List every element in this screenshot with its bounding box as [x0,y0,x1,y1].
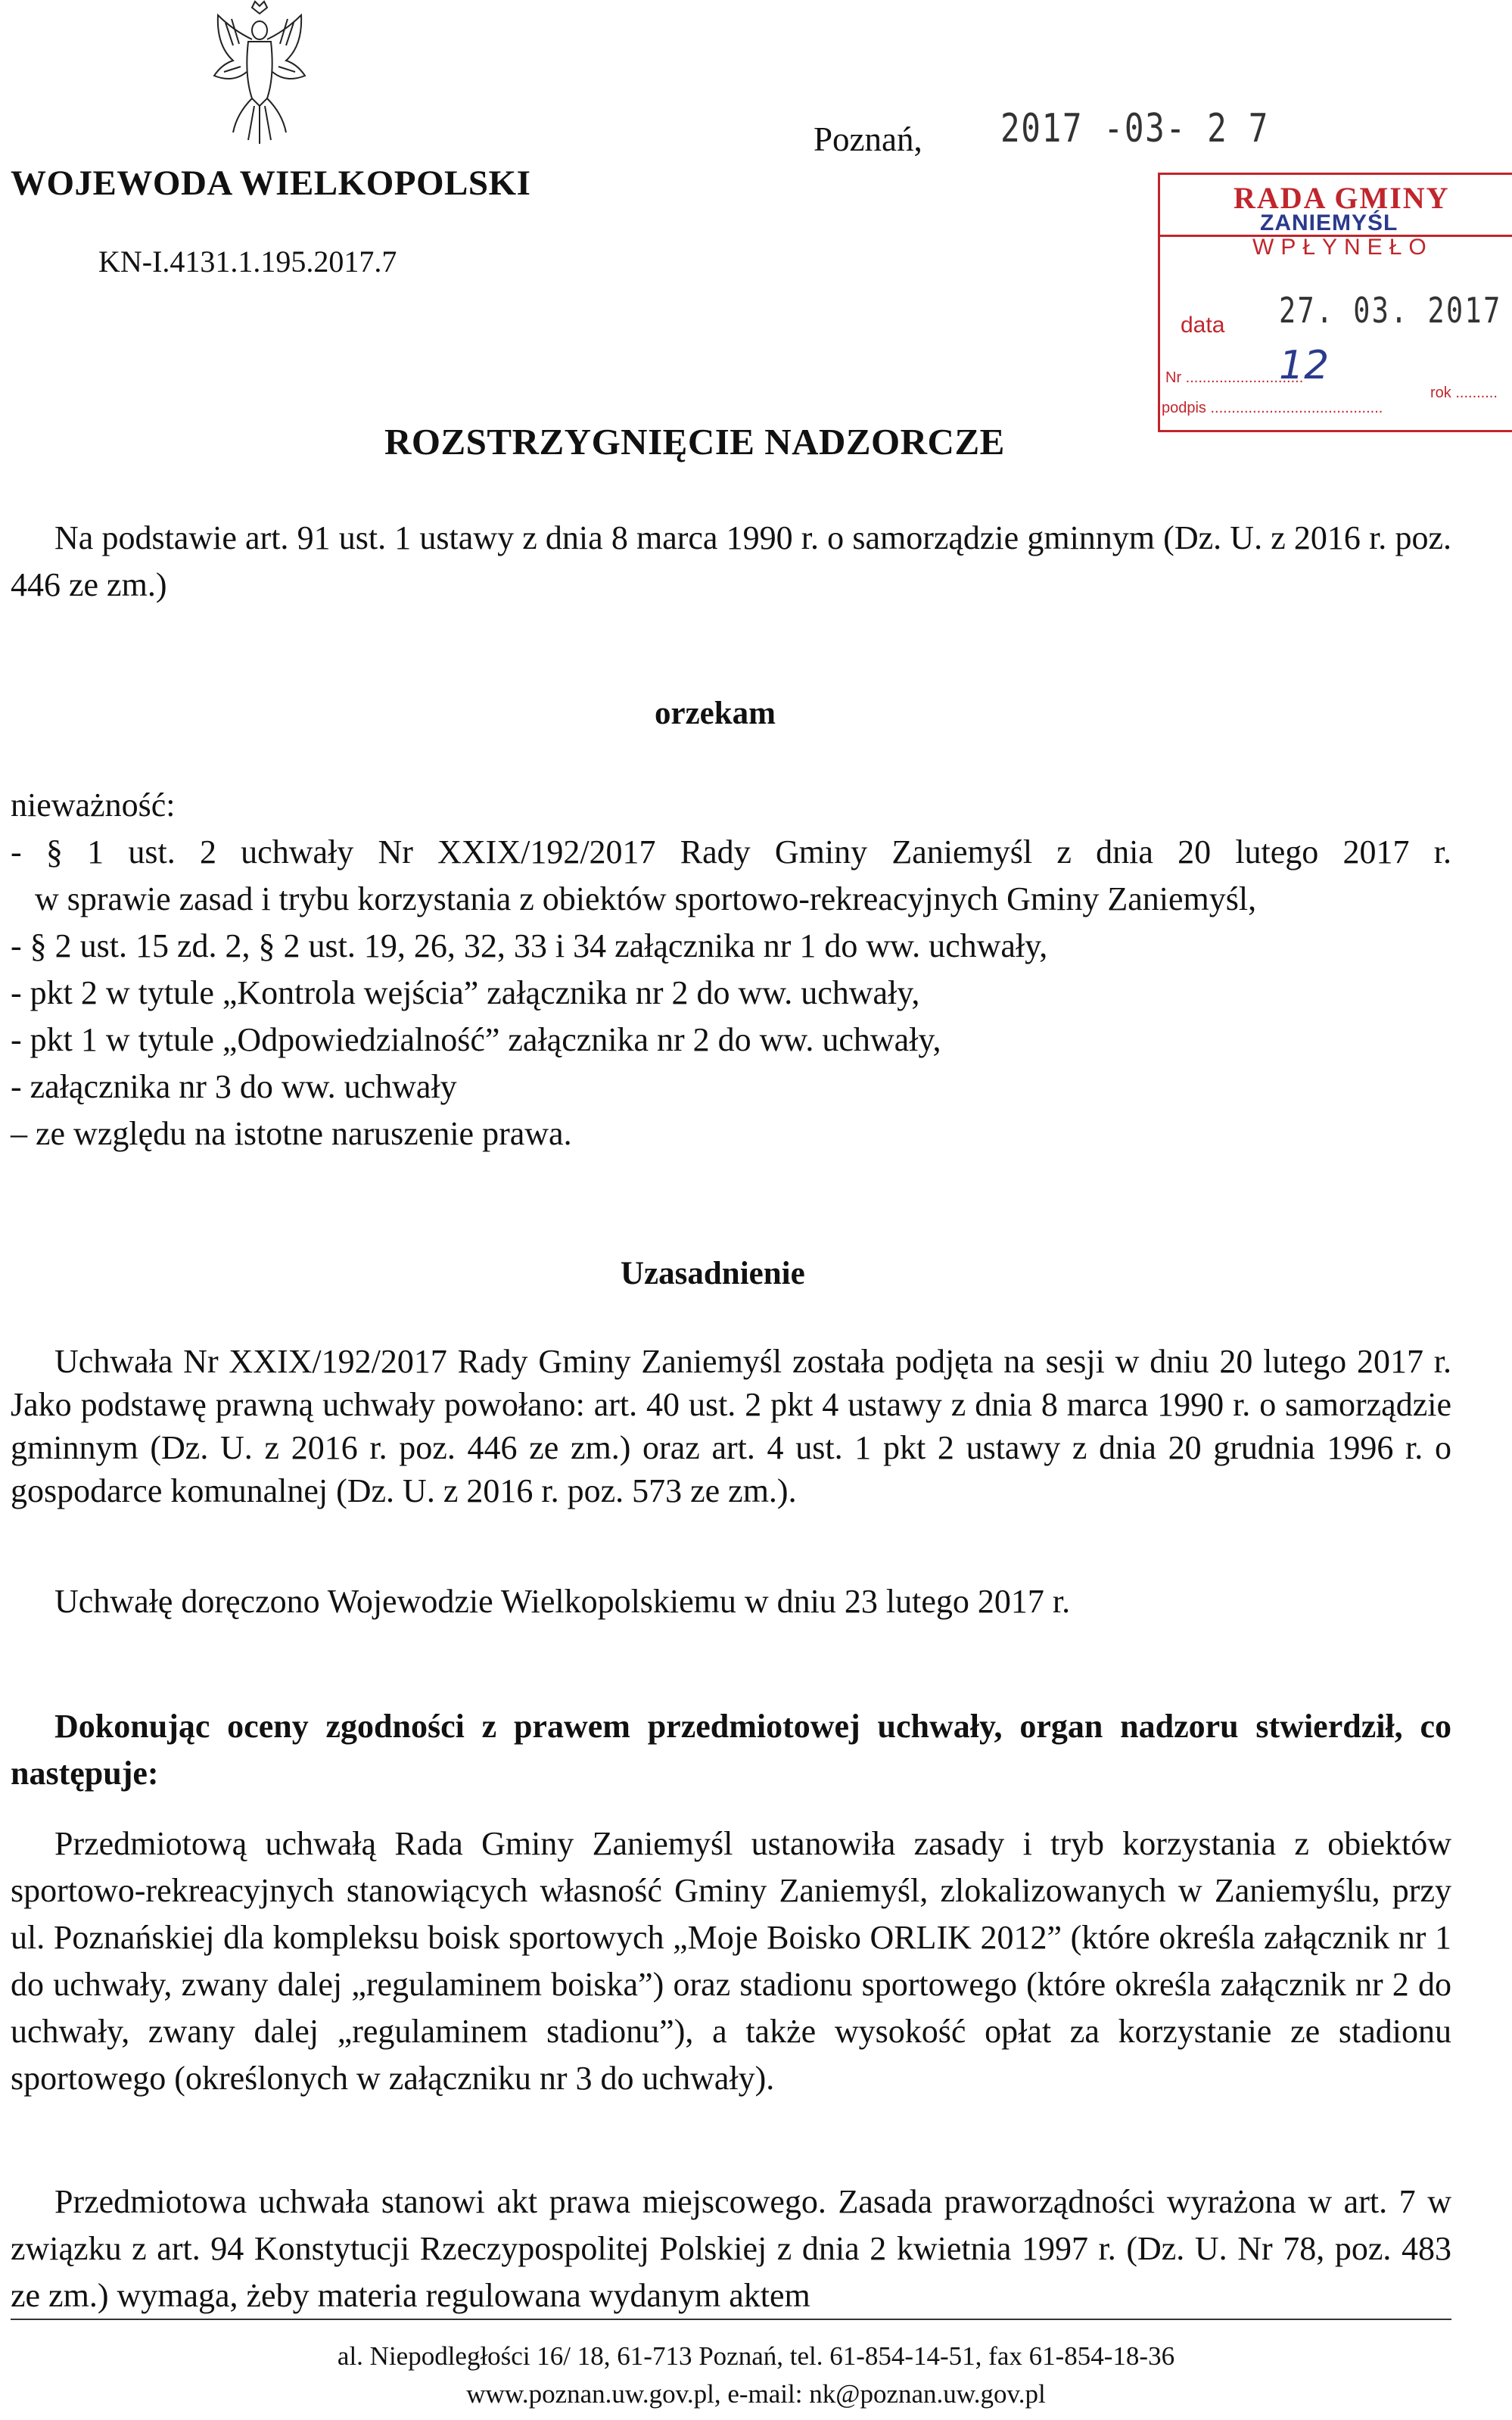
nullity-item: - załącznika nr 3 do ww. uchwały [11,1068,457,1105]
nullity-item: – ze względu na istotne naruszenie prawa. [11,1115,572,1152]
assessment-paragraph: Przedmiotową uchwałą Rada Gminy Zaniemyśl ustanowiła zasady i tryb korzystania z obiektów sportowo-rekreacyjnych stanowiących własność Gminy Zaniemyśl, zlokalizowanych w Zaniemyślu, przy ul. Poznańskiej dla kompleksu boisk sportowych „Moje Boisko ORLIK 2012” (które określa załącznik nr 1 do uchwały, zwany dalej „regulaminem boiska”) oraz stadionu sportowego (które określa załącznik nr 2 do uchwały, zwany dalej „regulaminem stadionu”), a także wysokość opłat za korzystanie ze stadionu sportowego (określonych w załączniku nr 3 do uchwały). [11,1825,1451,2097]
nullity-item: - pkt 1 w tytule „Odpowiedzialność” załącznika nr 2 do ww. uchwały, [11,1021,941,1058]
document-title: ROZSTRZYGNIĘCIE NADZORCZE [384,421,1005,463]
stamp-podpis-label: podpis ......................................... [1162,400,1383,416]
footer-divider [11,2319,1451,2320]
place-label: Poznań, [814,120,922,158]
stamp-title: RADA GMINY [1234,181,1450,215]
delivery-paragraph: Uchwałę doręczono Wojewodzie Wielkopolskiemu w dniu 23 lutego 2017 r. [54,1583,1071,1620]
stamp-date-label: data [1181,313,1225,338]
stamp-received-label: WPŁYNEŁO [1252,235,1433,260]
stamp-date-value: 27. 03. 2017 [1279,290,1502,331]
footer-web: www.poznan.uw.gov.pl, e-mail: nk@poznan.uw.gov.pl [466,2379,1046,2409]
justification-paragraph: Uchwała Nr XXIX/192/2017 Rady Gminy Zaniemyśl została podjęta na sesji w dniu 20 lutego 2017 r. Jako podstawę prawną uchwały powołano: art. 40 ust. 2 pkt 4 ustawy z dnia 8 marca 1990 r. o samorządzie gminnym (Dz. U. z 2016 r. poz. 446 ze zm.) oraz art. 4 ust. 1 pkt 2 ustawy z dnia 20 grudnia 1996 r. o gospodarce komunalnej (Dz. U. z 2016 r. poz. 573 ze zm.). [11,1343,1451,1509]
nullity-item: - pkt 2 w tytule „Kontrola wejścia” załącznika nr 2 do ww. uchwały, [11,974,920,1011]
stamp-rok-label: rok .......... [1430,385,1498,401]
nullity-item: - § 2 ust. 15 zd. 2, § 2 ust. 19, 26, 32, 33 i 34 załącznika nr 1 do ww. uchwały, [11,927,1048,964]
legal-basis-paragraph: Na podstawie art. 91 ust. 1 ustawy z dnia 8 marca 1990 r. o samorządzie gminnym (Dz. U. z 2016 r. poz. 446 ze zm.) [11,519,1451,603]
justification-heading: Uzasadnienie [621,1256,805,1291]
authority-name: WOJEWODA WIELKOPOLSKI [11,164,531,203]
footer-address: al. Niepodległości 16/ 18, 61-713 Poznań, tel. 61-854-14-51, fax 61-854-18-36 [337,2341,1175,2371]
decision-word: orzekam [655,696,776,731]
stamp-nr-value: 12 [1279,343,1330,388]
polish-eagle-emblem-icon [203,0,316,151]
nullity-item: - § 1 ust. 2 uchwały Nr XXIX/192/2017 Rady Gminy Zaniemyśl z dnia 20 lutego 2017 r. [11,833,1451,871]
nullity-label: nieważność: [11,786,176,824]
stamp-subtitle: ZANIEMYŚL [1260,210,1398,235]
date-stamp: 2017 -03- 2 7 [1000,106,1270,151]
legal-nature-paragraph: Przedmiotowa uchwała stanowi akt prawa miejscowego. Zasada praworządności wyrażona w art. 7 w związku z art. 94 Konstytucji Rzeczypospolitej Polskiej z dnia 2 kwietnia 1997 r. (Dz. U. Nr 78, poz. 483 ze zm.) wymaga, żeby materia regulowana wydanym aktem [11,2183,1451,2314]
nullity-item: w sprawie zasad i trybu korzystania z obiektów sportowo-rekreacyjnych Gminy Zaniemyśl, [35,880,1257,917]
received-stamp [1158,173,1512,438]
reference-number: KN-I.4131.1.195.2017.7 [98,244,397,279]
assessment-heading: Dokonując oceny zgodności z prawem przedmiotowej uchwały, organ nadzoru stwierdził, co następuje: [11,1708,1451,1792]
stamp-nr-label: Nr ............................ [1165,369,1304,386]
